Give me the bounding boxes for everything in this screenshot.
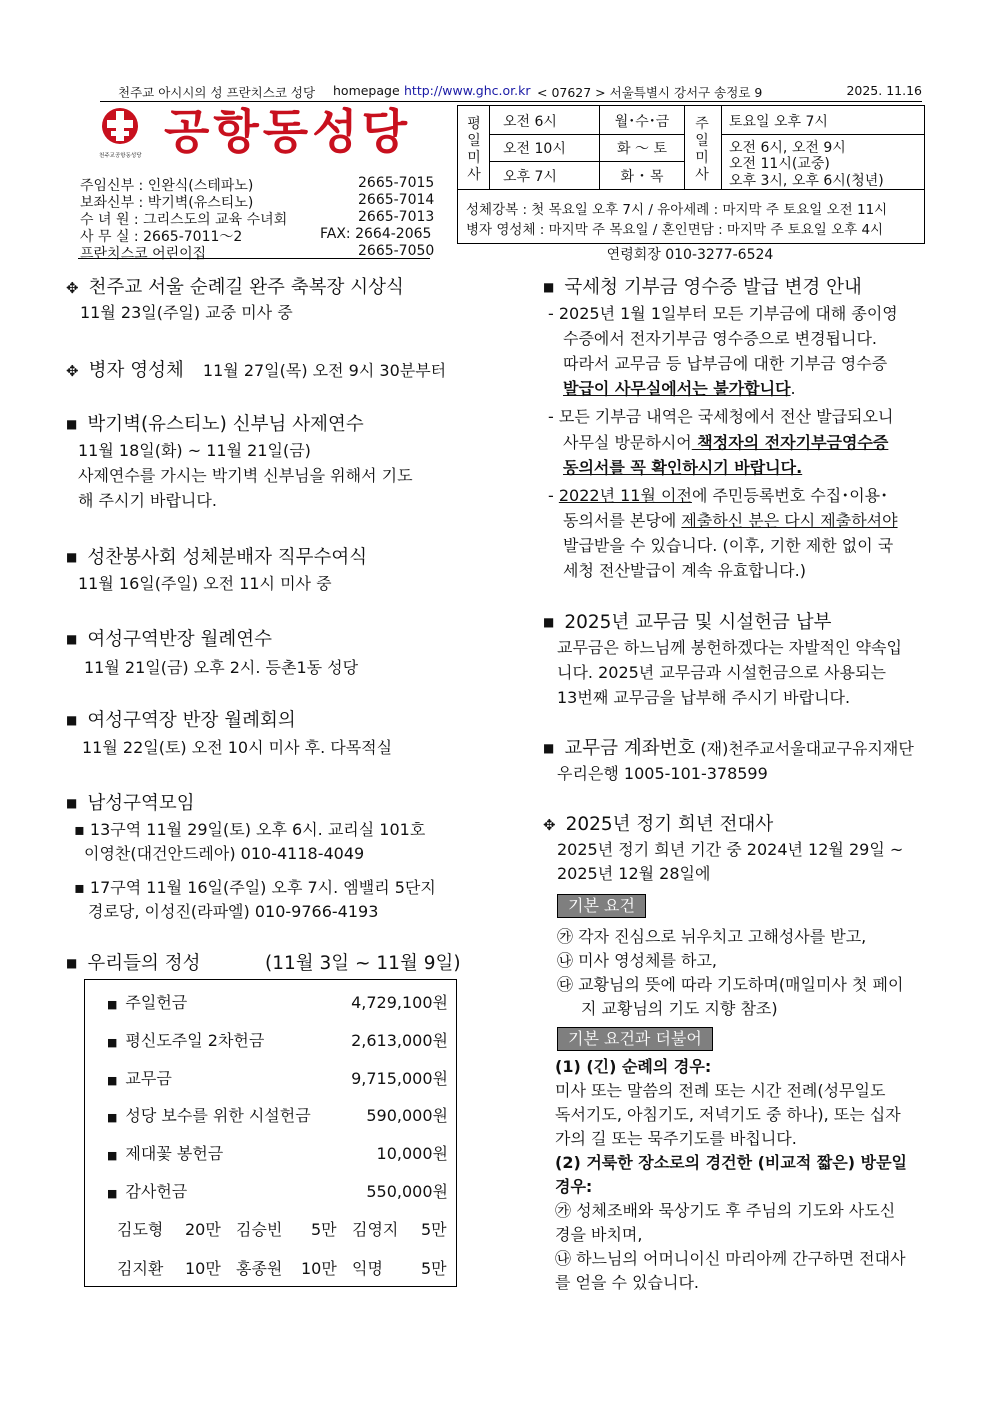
account-section bbox=[543, 736, 914, 763]
offering-period: (11월 3일 ~ 11월 9일) bbox=[265, 953, 461, 974]
schedule-note: 병자 영성체 : 마지막 주 목요일 / 혼인면담 : 마지막 주 토요일 오후 4시 bbox=[466, 222, 884, 238]
sunday-time: 오후 3시, 오후 6시(청년) bbox=[729, 173, 884, 189]
donor-amount: 20만 bbox=[185, 1220, 221, 1239]
donor-amount: 5만 bbox=[311, 1220, 337, 1239]
section-body: 11월 21일(금) 오후 2시. 등촌1동 성당 bbox=[84, 658, 359, 677]
homepage-label: homepage bbox=[333, 83, 400, 98]
section-body: 수증에서 전자기부금 영수증으로 변경됩니다. bbox=[563, 329, 878, 348]
weekday-days: 화 ･ 목 bbox=[620, 169, 664, 185]
donor-name: 김도형 bbox=[117, 1220, 164, 1239]
section-body: 따라서 교무금 등 납부금에 대한 기부금 영수증 bbox=[563, 354, 888, 373]
donor-name: 김영지 bbox=[352, 1220, 399, 1239]
offering-box bbox=[84, 979, 457, 1287]
section-body: ▪ 13구역 11월 29일(토) 오후 6시. 교리실 101호 bbox=[74, 820, 426, 839]
section-body: 2025년 12월 28일에 bbox=[557, 864, 711, 883]
requirement-item: ㉮ 각자 진심으로 뉘우치고 고해성사를 받고, bbox=[557, 927, 867, 946]
sick-communion-section bbox=[66, 358, 446, 384]
requirement-item: ㉯ 미사 영성체를 하고, bbox=[557, 951, 717, 970]
section-body: 11월 22일(토) 오전 10시 미사 후. 다목적실 bbox=[82, 738, 393, 757]
section-body: 발급이 사무실에서는 불가합니다. bbox=[563, 379, 796, 398]
weekday-days: 월･수･금 bbox=[614, 114, 670, 130]
section-body: 11월 27일(목) 오전 9시 30분부터 bbox=[202, 361, 447, 380]
section-body: 11월 23일(주일) 교중 미사 중 bbox=[80, 303, 293, 322]
section-body: 사무실 방문하시어 책정자의 전자기부금영수증 bbox=[563, 433, 889, 452]
church-name-logo: 공항동성당 bbox=[164, 105, 412, 160]
offering-row: ■ 주일헌금 4,729,100원 bbox=[107, 993, 448, 1012]
section-body: 세청 전산발급이 계속 유효합니다.) bbox=[563, 561, 806, 580]
divider bbox=[78, 258, 430, 259]
requirement-item: ㉰ 교황님의 뜻에 따라 기도하며(매일미사 첫 페이 bbox=[557, 975, 904, 994]
staff-kindergarten: 프란치스코 어린이집 2665-7050 bbox=[80, 243, 435, 262]
offering-row: ■ 감사헌금 550,000원 bbox=[107, 1182, 448, 1201]
section-body: - 모든 기부금 내역은 국세청에서 전산 발급되오니 bbox=[548, 407, 894, 426]
section-title: ✥ 병자 영성체 bbox=[66, 360, 184, 381]
sunday-time: 오전 6시, 오전 9시 bbox=[729, 140, 846, 156]
section-body: 독서기도, 아침기도, 저녁기도 중 하나), 또는 십자 bbox=[555, 1105, 901, 1124]
staff-convent: 수 녀 원 : 그리스도의 교육 수녀회 2665-7013 bbox=[80, 209, 435, 228]
offering-row: ■ 평신도주일 2차헌금 2,613,000원 bbox=[107, 1031, 448, 1050]
sunday-mass-label: 주 일 미 사 bbox=[695, 116, 709, 183]
donor-amount: 10만 bbox=[185, 1259, 221, 1278]
section-body: ㉯ 하느님의 어머니이신 마리아께 간구하면 전대사 bbox=[555, 1249, 906, 1268]
weekday-time: 오전 10시 bbox=[503, 141, 566, 157]
section-title: ■ 2025년 교무금 및 시설헌금 납부 bbox=[543, 610, 832, 637]
section-body: 사제연수를 가시는 박기벽 신부님을 위해서 기도 bbox=[78, 466, 413, 485]
donor-name: 김지환 bbox=[117, 1259, 164, 1278]
section-body: 해 주시기 바랍니다. bbox=[78, 491, 217, 510]
basic-requirements-tag: 기본 요건 bbox=[557, 894, 646, 918]
parish-info: 천주교 아시시의 성 프란치스코 성당 bbox=[118, 85, 316, 100]
homepage-link[interactable]: http://www.ghc.or.kr bbox=[404, 83, 531, 98]
donor-name: 홍종원 bbox=[236, 1259, 283, 1278]
sunday-time: 토요일 오후 7시 bbox=[729, 114, 828, 130]
account-number: 우리은행 1005-101-378599 bbox=[557, 764, 768, 783]
section-body: - 2025년 1월 1일부터 모든 기부금에 대해 종이영 bbox=[548, 304, 898, 323]
donor-amount: 10만 bbox=[301, 1259, 337, 1278]
staff-assistant-priest: 보좌신부 : 박기벽(유스티노) 2665-7014 bbox=[80, 192, 435, 211]
section-body: 13번째 교무금을 납부해 주시기 바랍니다. bbox=[557, 688, 851, 707]
staff-office: 사 무 실 : 2665-7011～2 FAX: 2664-2065 bbox=[80, 226, 432, 245]
offering-row: ■ 교무금 9,715,000원 bbox=[107, 1069, 448, 1088]
address: < 07627 > 서울특별시 강서구 송정로 9 bbox=[537, 85, 763, 100]
header-info-line bbox=[100, 83, 922, 102]
offering-row: ■ 제대꽃 봉헌금 10,000원 bbox=[107, 1144, 448, 1163]
requirement-item: 지 교황님의 기도 지향 참조) bbox=[581, 999, 778, 1018]
section-body: 발급받을 수 있습니다. (이후, 기한 제한 없이 국 bbox=[563, 536, 894, 555]
section-body: 경로당, 이성진(라파엘) 010-9766-4193 bbox=[88, 902, 379, 921]
donor-amount: 5만 bbox=[421, 1220, 447, 1239]
section-body: 교무금은 하느님께 봉헌하겠다는 자발적인 약속입 bbox=[557, 638, 902, 657]
section-title: ■ 교무금 계좌번호 bbox=[543, 738, 695, 759]
section-title: ■ 남성구역모임 bbox=[66, 791, 195, 818]
section-title: ■ 국세청 기부금 영수증 발급 변경 안내 bbox=[543, 275, 862, 302]
donor-amount: 5만 bbox=[421, 1259, 447, 1278]
section-title: ■ 우리들의 정성 bbox=[66, 951, 200, 978]
section-body: - 2022년 11월 이전에 주민등록번호 수집･이용･ bbox=[548, 486, 889, 505]
staff-pastor: 주임신부 : 인완식(스테파노) 2665-7015 bbox=[80, 175, 435, 194]
mass-schedule-table bbox=[457, 105, 925, 244]
weekday-time: 오후 7시 bbox=[503, 169, 557, 185]
section-body: 동의서를 본당에 제출하신 분은 다시 제출하셔야 bbox=[563, 511, 898, 530]
additional-requirements-tag: 기본 요건과 더불어 bbox=[557, 1027, 713, 1051]
section-title: ■ 여성구역장 반장 월례회의 bbox=[66, 708, 296, 735]
donor-name: 김승빈 bbox=[236, 1220, 283, 1239]
sunday-time: 오전 11시(교중) bbox=[729, 156, 830, 172]
visit-title: (2) 거룩한 장소로의 경건한 (비교적 짧은) 방문일 bbox=[555, 1153, 908, 1172]
section-body: 를 얻을 수 있습니다. bbox=[555, 1273, 699, 1292]
section-body: 11월 18일(화) ~ 11월 21일(금) bbox=[78, 441, 311, 460]
issue-date: 2025. 11.16 bbox=[846, 83, 922, 98]
section-body: 경을 바치며, bbox=[555, 1225, 643, 1244]
section-title: ■ 여성구역반장 월례연수 bbox=[66, 627, 272, 654]
funeral-committee-contact: 연령회장 010-3277-6524 bbox=[606, 247, 774, 263]
visit-title: 경우: bbox=[555, 1177, 593, 1196]
account-holder: (재)천주교서울대교구유지재단 bbox=[700, 739, 914, 758]
section-body: 미사 또는 말씀의 전례 또는 시간 전례(성무일도 bbox=[555, 1081, 886, 1100]
section-title: ■ 성찬봉사회 성체분배자 직무수여식 bbox=[66, 545, 367, 572]
section-body: 동의서를 꼭 확인하시기 바랍니다. bbox=[563, 458, 803, 477]
donor-name: 익명 bbox=[352, 1259, 383, 1278]
schedule-note: 성체강복 : 첫 목요일 오후 7시 / 유아세례 : 마지막 주 토요일 오전 11시 bbox=[466, 202, 888, 218]
section-body: 이영찬(대건안드레아) 010-4118-4049 bbox=[84, 844, 365, 863]
offering-row: ■ 성당 보수를 위한 시설헌금 590,000원 bbox=[107, 1106, 448, 1125]
section-body: 2025년 정기 희년 기간 중 2024년 12월 29일 ~ bbox=[557, 840, 904, 859]
pilgrimage-title: (1) (긴) 순례의 경우: bbox=[555, 1057, 712, 1076]
section-title: ✥ 2025년 정기 희년 전대사 bbox=[543, 812, 773, 838]
section-title: ■ 박기벽(유스티노) 신부님 사제연수 bbox=[66, 412, 364, 439]
section-body: ㉮ 성체조배와 묵상기도 후 주님의 기도와 사도신 bbox=[555, 1201, 896, 1220]
weekday-days: 화 ～ 토 bbox=[617, 141, 667, 157]
section-body: 니다. 2025년 교무금과 시설헌금으로 사용되는 bbox=[557, 663, 886, 682]
weekday-mass-label: 평 일 미 사 bbox=[467, 116, 481, 183]
section-body: 11월 16일(주일) 오전 11시 미사 중 bbox=[78, 574, 332, 593]
logo-caption: 천주교공항동성당 bbox=[99, 153, 142, 159]
section-title: ✥ 천주교 서울 순례길 완주 축복장 시상식 bbox=[66, 275, 404, 301]
weekday-time: 오전 6시 bbox=[503, 114, 557, 130]
section-body: ▪ 17구역 11월 16일(주일) 오후 7시. 엠밸리 5단지 bbox=[74, 878, 436, 897]
section-body: 가의 길 또는 묵주기도를 바칩니다. bbox=[555, 1129, 797, 1148]
